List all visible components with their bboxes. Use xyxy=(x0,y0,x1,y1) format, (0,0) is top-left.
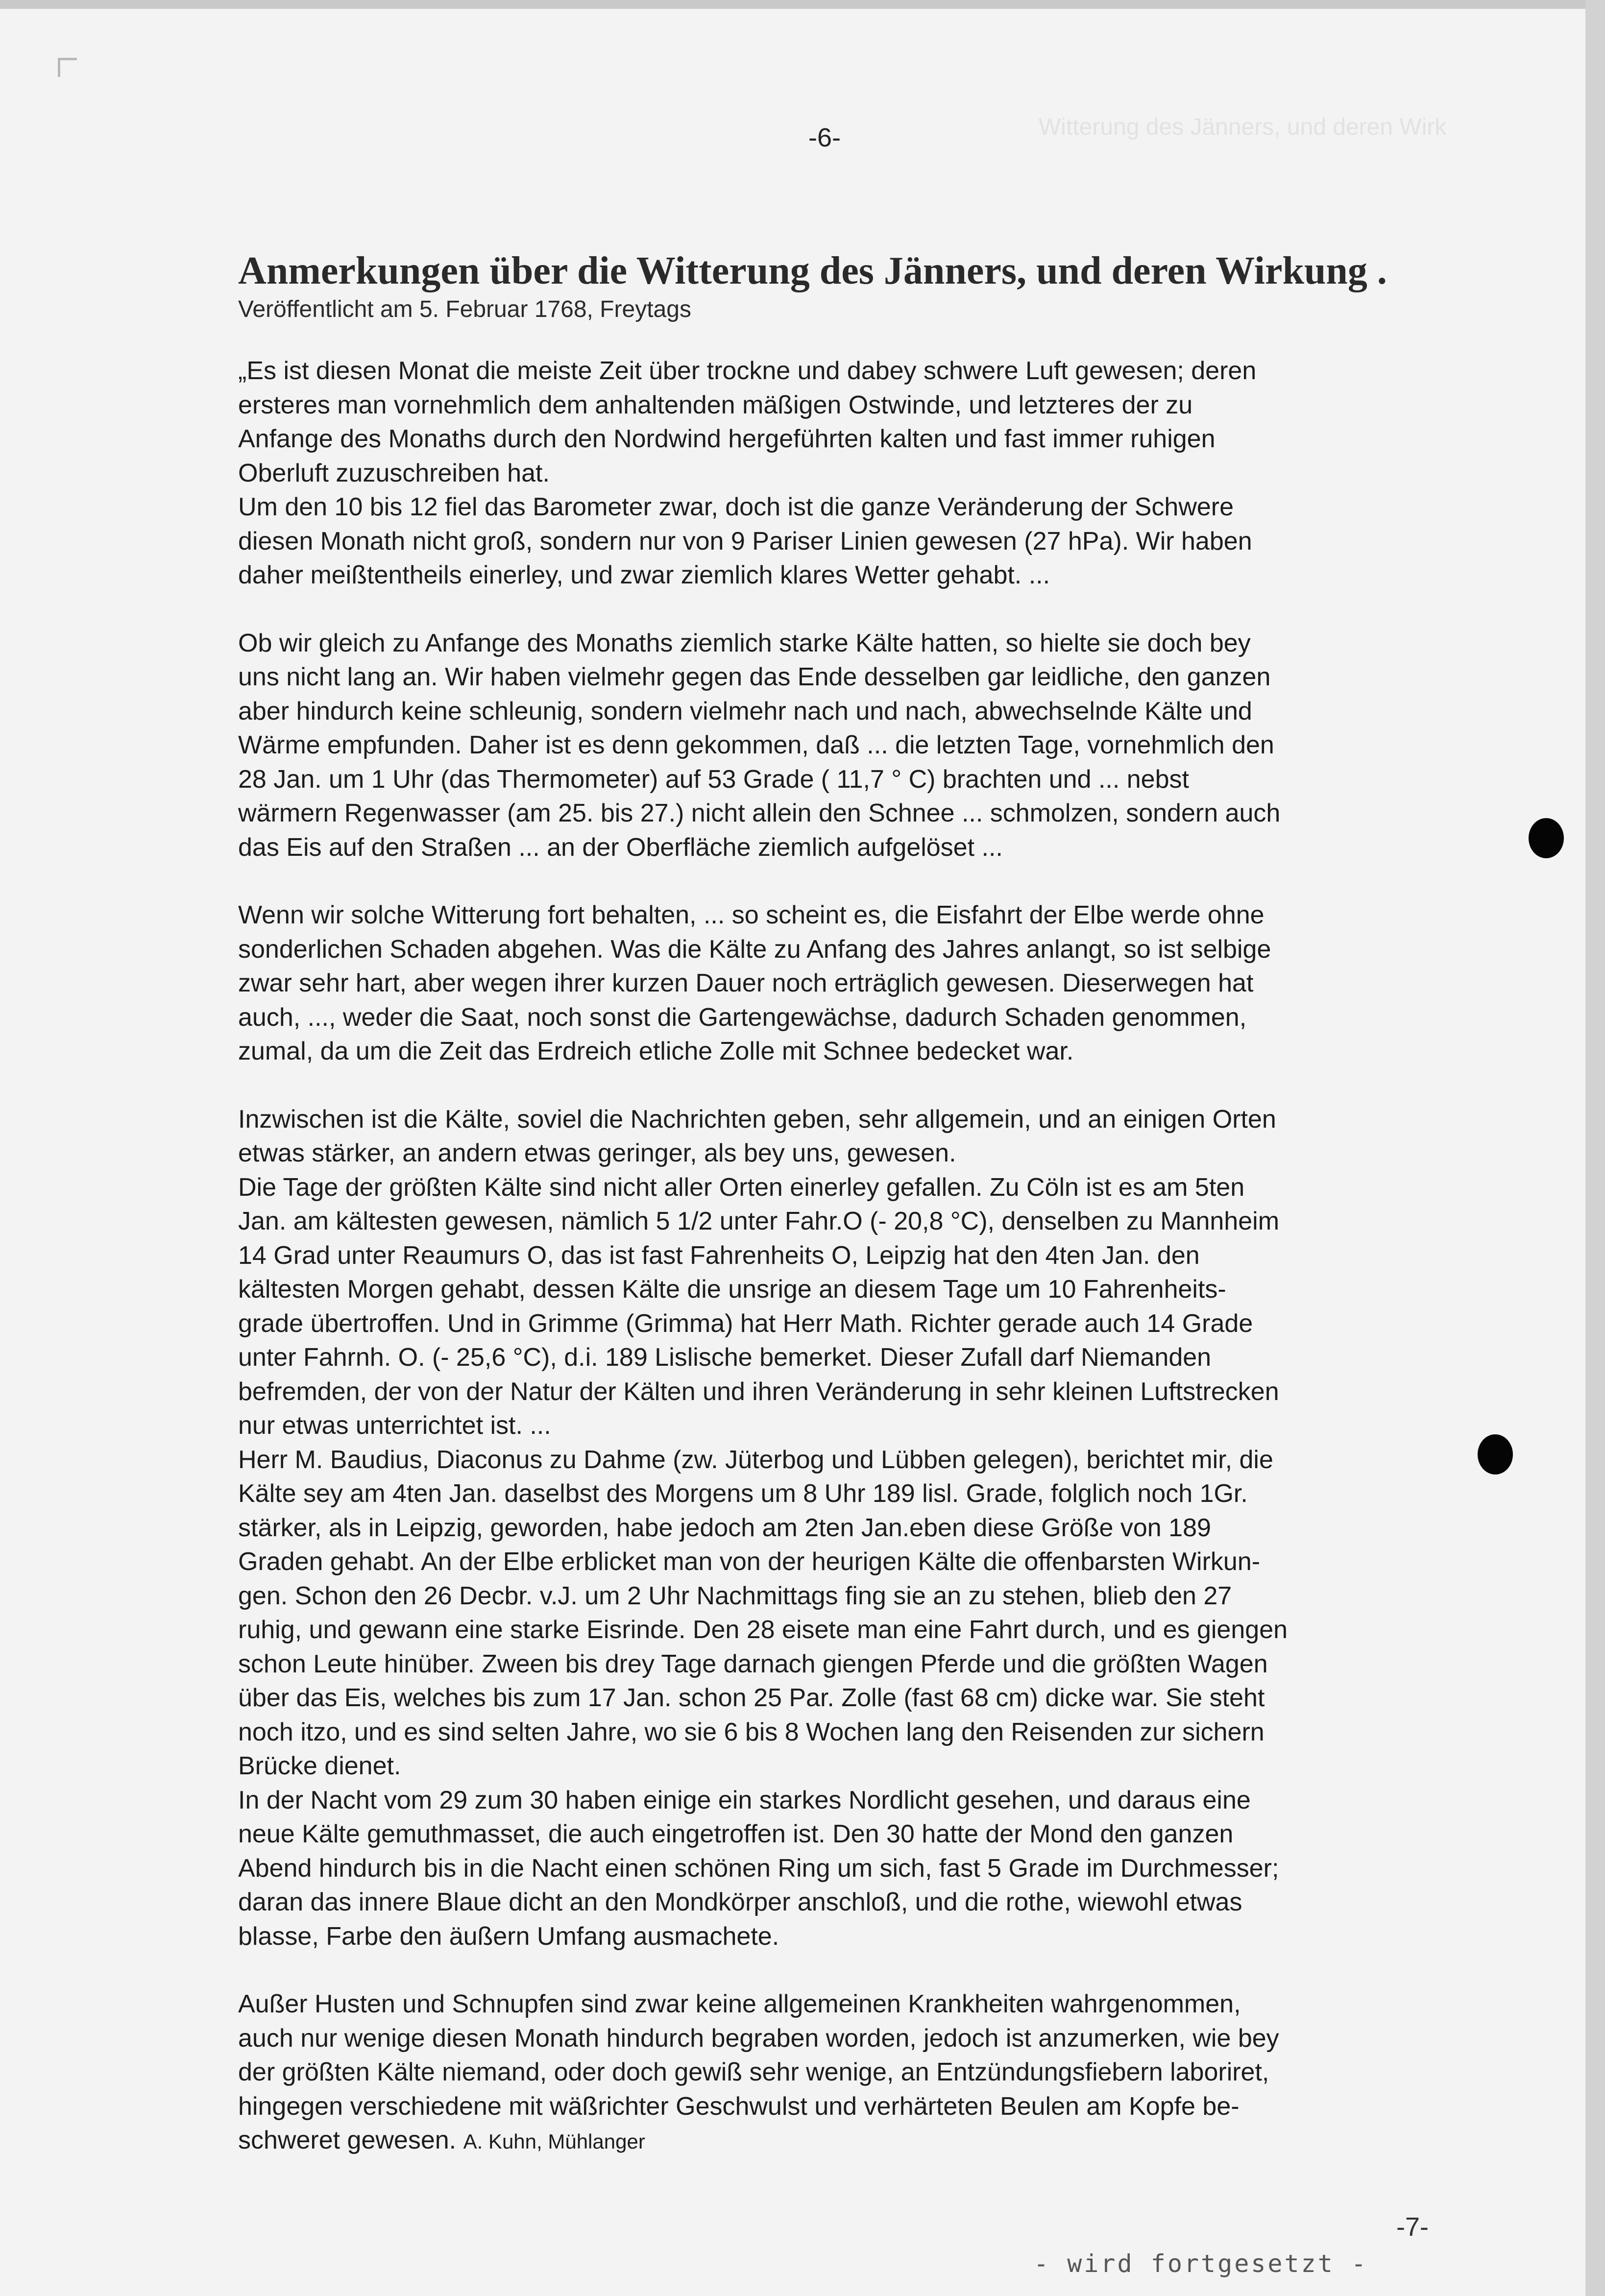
scan-right-edge xyxy=(1585,0,1605,2296)
text-line: Anfange des Monaths durch den Nordwind hergeführten kalten und fast immer ruhigen xyxy=(238,425,1216,453)
scan-corner-mark xyxy=(58,58,77,77)
punch-hole-upper xyxy=(1529,818,1564,858)
text-line: hingegen verschiedene mit wäßrichter Geschwulst und verhärteten Beulen am Kopfe be- xyxy=(238,2092,1240,2121)
text-line: zumal, da um die Zeit das Erdreich etliche Zolle mit Schnee bedecket war. xyxy=(238,1037,1074,1065)
paragraph xyxy=(238,1103,1492,1954)
text-line: nur etwas unterrichtet ist. ... xyxy=(238,1411,551,1440)
article-body xyxy=(238,354,1492,2159)
punch-hole-lower xyxy=(1478,1434,1513,1474)
text-line: ruhig, und gewann eine starke Eisrinde. Den 28 eisete man eine Fahrt durch, und es giengen xyxy=(238,1616,1288,1644)
text-line: Herr M. Baudius, Diaconus zu Dahme (zw. Jüterbog und Lübben gelegen), berichtet mir, die xyxy=(238,1445,1273,1474)
text-line: 14 Grad unter Reaumurs O, das ist fast Fahrenheits O, Leipzig hat den 4ten Jan. den xyxy=(238,1241,1200,1270)
article-subtitle: Veröffentlicht am 5. Februar 1768, Freytags xyxy=(238,296,691,322)
text-line: Brücke dienet. xyxy=(238,1752,401,1780)
text-line: stärker, als in Leipzig, geworden, habe jedoch am 2ten Jan.eben diese Größe von 189 xyxy=(238,1513,1211,1542)
text-line: Kälte sey am 4ten Jan. daselbst des Morgens um 8 Uhr 189 lisl. Grade, folglich noch 1Gr. xyxy=(238,1479,1248,1508)
text-line: Ob wir gleich zu Anfange des Monaths ziemlich starke Kälte hatten, so hielte sie doch bey xyxy=(238,628,1251,657)
text-line: In der Nacht vom 29 zum 30 haben einige ein starkes Nordlicht gesehen, und daraus eine xyxy=(238,1786,1251,1814)
text-line: Inzwischen ist die Kälte, soviel die Nachrichten geben, sehr allgemein, und an einigen Orten xyxy=(238,1105,1276,1134)
text-line: wärmern Regenwasser (am 25. bis 27.) nicht allein den Schnee ... schmolzen, sondern auch xyxy=(238,799,1281,827)
text-line: blasse, Farbe den äußern Umfang ausmachete. xyxy=(238,1922,779,1951)
text-line: grade übertroffen. Und in Grimme (Grimma) hat Herr Math. Richter gerade auch 14 Grade xyxy=(238,1309,1253,1338)
text-line: zwar sehr hart, aber wegen ihrer kurzen Dauer noch erträglich gewesen. Dieserwegen hat xyxy=(238,969,1254,997)
page-number: -6- xyxy=(808,123,841,152)
text-line: Wärme empfunden. Daher ist es denn gekommen, daß ... die letzten Tage, vornehmlich den xyxy=(238,731,1274,759)
continued-note: - wird fortgesetzt - xyxy=(1034,2249,1368,2278)
paragraph xyxy=(238,1987,1492,2159)
text-line: Die Tage der größten Kälte sind nicht aller Orten einerley gefallen. Zu Cöln ist es am 5ten xyxy=(238,1173,1245,1202)
text-line: befremden, der von der Natur der Kälten und ihren Veränderung in sehr kleinen Luftstrecken xyxy=(238,1377,1279,1406)
text-line: Oberluft zuzuschreiben hat. xyxy=(238,459,550,487)
text-line: etwas stärker, an andern etwas geringer, als bey uns, gewesen. xyxy=(238,1139,956,1167)
next-page-number: -7- xyxy=(1396,2212,1429,2242)
text-line: Abend hindurch bis in die Nacht einen schönen Ring um sich, fast 5 Grade im Durchmesser; xyxy=(238,1854,1279,1883)
paragraph xyxy=(238,898,1492,1069)
text-line: auch, ..., weder die Saat, noch sonst die Gartengewächse, dadurch Schaden genommen, xyxy=(238,1003,1247,1032)
text-line: daran das innere Blaue dicht an den Mondkörper anschloß, und die rothe, wiewohl etwas xyxy=(238,1888,1242,1916)
text-line: auch nur wenige diesen Monath hindurch begraben worden, jedoch ist anzumerken, wie bey xyxy=(238,2024,1279,2053)
text-line: der größten Kälte niemand, oder doch gewiß sehr wenige, an Entzündungsfiebern laboriret, xyxy=(238,2058,1269,2086)
text-line: aber hindurch keine schleunig, sondern vielmehr nach und nach, abwechselnde Kälte und xyxy=(238,697,1252,725)
text-line: das Eis auf den Straßen ... an der Oberfläche ziemlich aufgelöset ... xyxy=(238,833,1003,862)
text-line: ersteres man vornehmlich dem anhaltenden mäßigen Ostwinde, und letzteres der zu xyxy=(238,390,1193,419)
text-line: sonderlichen Schaden abgehen. Was die Kälte zu Anfang des Jahres anlangt, so ist selbige xyxy=(238,935,1271,964)
text-line: über das Eis, welches bis zum 17 Jan. schon 25 Par. Zolle (fast 68 cm) dicke war. Sie steht xyxy=(238,1684,1265,1712)
text-line: gen. Schon den 26 Decbr. v.J. um 2 Uhr Nachmittags fing sie an zu stehen, blieb den 27 xyxy=(238,1581,1232,1610)
text-line: diesen Monath nicht groß, sondern nur von 9 Pariser Linien gewesen (27 hPa). Wir haben xyxy=(238,527,1252,556)
text-line: Außer Husten und Schnupfen sind zwar keine allgemeinen Krankheiten wahrgenommen, xyxy=(238,1990,1241,2018)
text-line: 28 Jan. um 1 Uhr (das Thermometer) auf 53 Grade ( 11,7 ° C) brachten und ... nebst xyxy=(238,765,1189,794)
text-line: Um den 10 bis 12 fiel das Barometer zwar, doch ist die ganze Veränderung der Schwere xyxy=(238,493,1234,521)
text-line: daher meißtentheils einerley, und zwar ziemlich klares Wetter gehabt. ... xyxy=(238,561,1050,589)
article xyxy=(238,247,1492,2193)
text-line: schon Leute hinüber. Zween bis drey Tage darnach giengen Pferde und die größten Wagen xyxy=(238,1649,1268,1678)
text-line: Jan. am kältesten gewesen, nämlich 5 1/2 unter Fahr.O (- 20,8 °C), denselben zu Mannheim xyxy=(238,1207,1280,1235)
text-line: noch itzo, und es sind selten Jahre, wo sie 6 bis 8 Wochen lang den Reisenden zur sichern xyxy=(238,1717,1265,1746)
paragraph xyxy=(238,354,1492,593)
text-line: „Es ist diesen Monat die meiste Zeit über trockne und dabey schwere Luft gewesen; deren xyxy=(238,357,1257,385)
closing-line xyxy=(238,2124,1492,2159)
text-line: Wenn wir solche Witterung fort behalten, ... so scheint es, die Eisfahrt der Elbe werde ohne xyxy=(238,901,1265,929)
scan-top-edge xyxy=(0,0,1605,9)
text-line: kältesten Morgen gehabt, dessen Kälte die unsrige an diesem Tage um 10 Fahrenheits- xyxy=(238,1275,1226,1304)
text-line: neue Kälte gemuthmasset, die auch eingetroffen ist. Den 30 hatte der Mond den ganzen xyxy=(238,1820,1234,1848)
paragraph xyxy=(238,627,1492,865)
bleed-through-text: Witterung des Jänners, und deren Wirk xyxy=(1039,114,1447,140)
text-line: unter Fahrnh. O. (- 25,6 °C), d.i. 189 Lislische bemerket. Dieser Zufall darf Niemanden xyxy=(238,1343,1212,1372)
text-line: schweret gewesen. xyxy=(238,2126,457,2154)
text-line: uns nicht lang an. Wir haben vielmehr gegen das Ende desselben gar leidliche, den ganzen xyxy=(238,663,1271,691)
text-line: Graden gehabt. An der Elbe erblicket man von der heurigen Kälte die offenbarsten Wirkun- xyxy=(238,1547,1261,1576)
author-signature: A. Kuhn, Mühlanger xyxy=(463,2130,645,2153)
article-title: Anmerkungen über die Witterung des Jänners, und deren Wirkung . xyxy=(238,249,1387,292)
